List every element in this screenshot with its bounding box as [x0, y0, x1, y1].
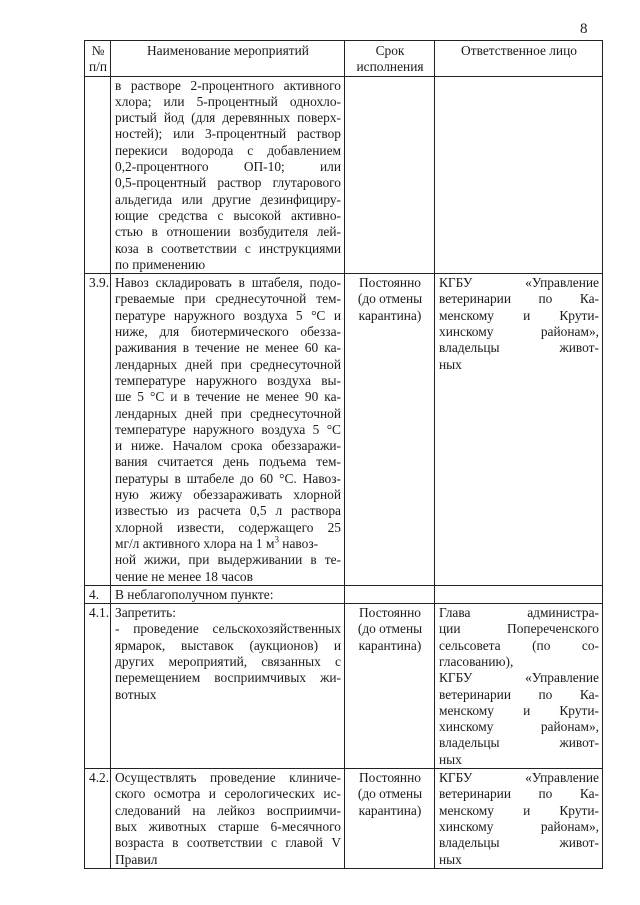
header-term-line: Срок: [375, 43, 405, 58]
cell-measure-name: [111, 769, 345, 869]
table-row: [85, 585, 603, 603]
header-num-line: №: [91, 43, 105, 58]
responsible-line: ных: [439, 751, 462, 767]
cell-term: [345, 274, 435, 586]
measure-line: ную жижу обеззараживать хлорной: [115, 487, 341, 503]
cell-item-number: 4.2.: [85, 769, 111, 869]
cell-item-number: 3.9.: [85, 274, 111, 586]
responsible-line: ветеринарии по Ка-: [439, 786, 599, 802]
responsible-line: менскому и Крути-: [439, 702, 599, 718]
measure-line: пературы в штабеле до 60 °С. Навоз-: [115, 470, 341, 486]
header-term: [345, 41, 435, 77]
measure-line: В неблагополучном пункте:: [115, 586, 274, 602]
responsible-line: владельцы живот-: [439, 340, 599, 356]
measure-line: Навоз складировать в штабеля, подо-: [115, 275, 341, 291]
measure-line: ского осмотра и серологических ис-: [115, 786, 341, 802]
responsible-line: ветеринарии по Ка-: [439, 291, 599, 307]
term-line: Постоянно: [359, 605, 421, 621]
measure-line: стью в отношении возбудителя лей-: [115, 224, 341, 240]
responsible-line: ных: [439, 851, 462, 867]
measure-line: перемещением восприимчивых жи-: [115, 670, 341, 686]
term-line: карантина): [358, 637, 422, 653]
cell-measure-name: [111, 585, 345, 603]
measure-line: альдегида или другие дезинфициру-: [115, 191, 341, 207]
table-row: [85, 76, 603, 274]
responsible-line: хинскому районам»,: [439, 719, 599, 735]
measure-line: хлора; или 5-процентный однохло-: [115, 93, 341, 109]
term-line: (до отмены: [357, 786, 423, 802]
measure-line: известью из расчета 0,5 л раствора: [115, 503, 341, 519]
cell-item-number: [85, 76, 111, 274]
measure-line: ярмарок, выставок (аукционов) и: [115, 637, 341, 653]
term-line: карантина): [358, 802, 422, 818]
cell-responsible: [435, 604, 603, 769]
measure-line: чение не менее 18 часов: [115, 568, 253, 584]
cell-responsible: [435, 769, 603, 869]
measure-line-tail: навоз-: [278, 535, 319, 551]
measure-line: пературе наружного воздуха 5 °С и: [115, 307, 341, 323]
responsible-line: КГБУ «Управление: [439, 275, 599, 291]
measure-line: лендарных дней при среднесуточной: [115, 356, 341, 372]
responsible-line: хинскому районам»,: [439, 324, 599, 340]
measure-line: мг/л активного хлора на 1 м: [115, 535, 275, 551]
cell-term: [345, 769, 435, 869]
cell-term: [345, 604, 435, 769]
cell-item-number: 4.1.: [85, 604, 111, 769]
measure-line: ше 5 °С и в течение не менее 90 ка-: [115, 389, 341, 405]
responsible-line: гласованию),: [439, 653, 514, 669]
header-resp-line: Ответственное лицо: [461, 43, 577, 58]
responsible-line: ных: [439, 356, 462, 372]
measure-line: и ниже. Началом срока обеззаражи-: [115, 438, 341, 454]
header-name-line: Наименование мероприятий: [147, 43, 309, 58]
measure-line: Осуществлять проведение клиниче-: [115, 770, 341, 786]
measure-line: ющие средства с высокой активно-: [115, 207, 341, 223]
header-term-line: исполнения: [356, 59, 424, 75]
term-line: Постоянно: [359, 770, 421, 786]
measure-line: вых животных старше 6-месячного: [115, 818, 341, 834]
responsible-line: Глава администра-: [439, 605, 599, 621]
responsible-line: КГБУ «Управление: [439, 670, 599, 686]
responsible-line: ции Попереченского: [439, 621, 599, 637]
measure-line: других мероприятий, связанных с: [115, 653, 341, 669]
measure-line: коза в соответствии с инструкциями: [115, 240, 341, 256]
term-line: (до отмены: [357, 291, 423, 307]
table-row: [85, 274, 603, 586]
measure-line: перекиси водорода с добавлением: [115, 142, 341, 158]
measure-line: - проведение сельскохозяйственных: [115, 621, 341, 637]
cell-responsible: [435, 76, 603, 274]
responsible-line: ветеринарии по Ка-: [439, 686, 599, 702]
table-header-row: [85, 41, 603, 77]
term-line: карантина): [358, 307, 422, 323]
measure-line: хлорной извести, содержащего 25: [115, 519, 341, 535]
header-num-line: п/п: [89, 59, 108, 75]
responsible-line: менскому и Крути-: [439, 307, 599, 323]
measure-line: лендарных дней при среднесуточной: [115, 405, 341, 421]
cell-measure-name: [111, 274, 345, 586]
measure-line: вания считается день подъема тем-: [115, 454, 341, 470]
cell-measure-name: [111, 604, 345, 769]
measure-line: 0,2-процентного ОП-10; или: [115, 159, 341, 175]
measure-line: температуре наружного воздуха вы-: [115, 372, 341, 388]
cell-term: [345, 76, 435, 274]
table-row: [85, 769, 603, 869]
term-line: (до отмены: [357, 621, 423, 637]
table-row: [85, 604, 603, 769]
measure-line: по применению: [115, 256, 206, 272]
measure-line: раживания в течение не менее 60 ка-: [115, 340, 341, 356]
measure-line: температуре наружного воздуха 5 °С: [115, 421, 341, 437]
measure-line: в растворе 2-процентного активного: [115, 77, 341, 93]
measures-table: [84, 40, 603, 869]
cell-item-number: 4.: [85, 585, 111, 603]
cell-term: [345, 585, 435, 603]
measure-line: следований на лейкоз восприимчи-: [115, 802, 341, 818]
cell-responsible: [435, 585, 603, 603]
header-num: [85, 41, 111, 77]
measure-line: вотных: [115, 686, 157, 702]
responsible-line: менскому и Крути-: [439, 802, 599, 818]
cell-responsible: [435, 274, 603, 586]
header-responsible: [435, 41, 603, 77]
measure-line-with-superscript: [115, 536, 341, 552]
responsible-line: владельцы живот-: [439, 835, 599, 851]
page-number: 8: [580, 21, 588, 37]
measure-line: 0,5-процентный раствор глутарового: [115, 175, 341, 191]
responsible-line: КГБУ «Управление: [439, 770, 599, 786]
measure-line: греваемые при среднесуточной тем-: [115, 291, 341, 307]
header-name: [111, 41, 345, 77]
cell-measure-name: [111, 76, 345, 274]
measure-line: Запретить:: [115, 605, 176, 621]
superscript-cubic: 3: [274, 534, 279, 545]
term-line: Постоянно: [359, 275, 421, 291]
measure-line: Правил: [115, 851, 158, 867]
responsible-line: хинскому районам»,: [439, 818, 599, 834]
measure-line: ристый йод (для деревянных поверх-: [115, 110, 341, 126]
measure-line: ной жижи, при выдерживании в те-: [115, 552, 341, 568]
measure-line: возраста в соответствии с главой V: [115, 835, 341, 851]
measure-line: ностей); или 3-процентный раствор: [115, 126, 341, 142]
responsible-line: сельсовета (по со-: [439, 637, 599, 653]
responsible-line: владельцы живот-: [439, 735, 599, 751]
measure-line: ниже, для биотермического обезза-: [115, 324, 341, 340]
